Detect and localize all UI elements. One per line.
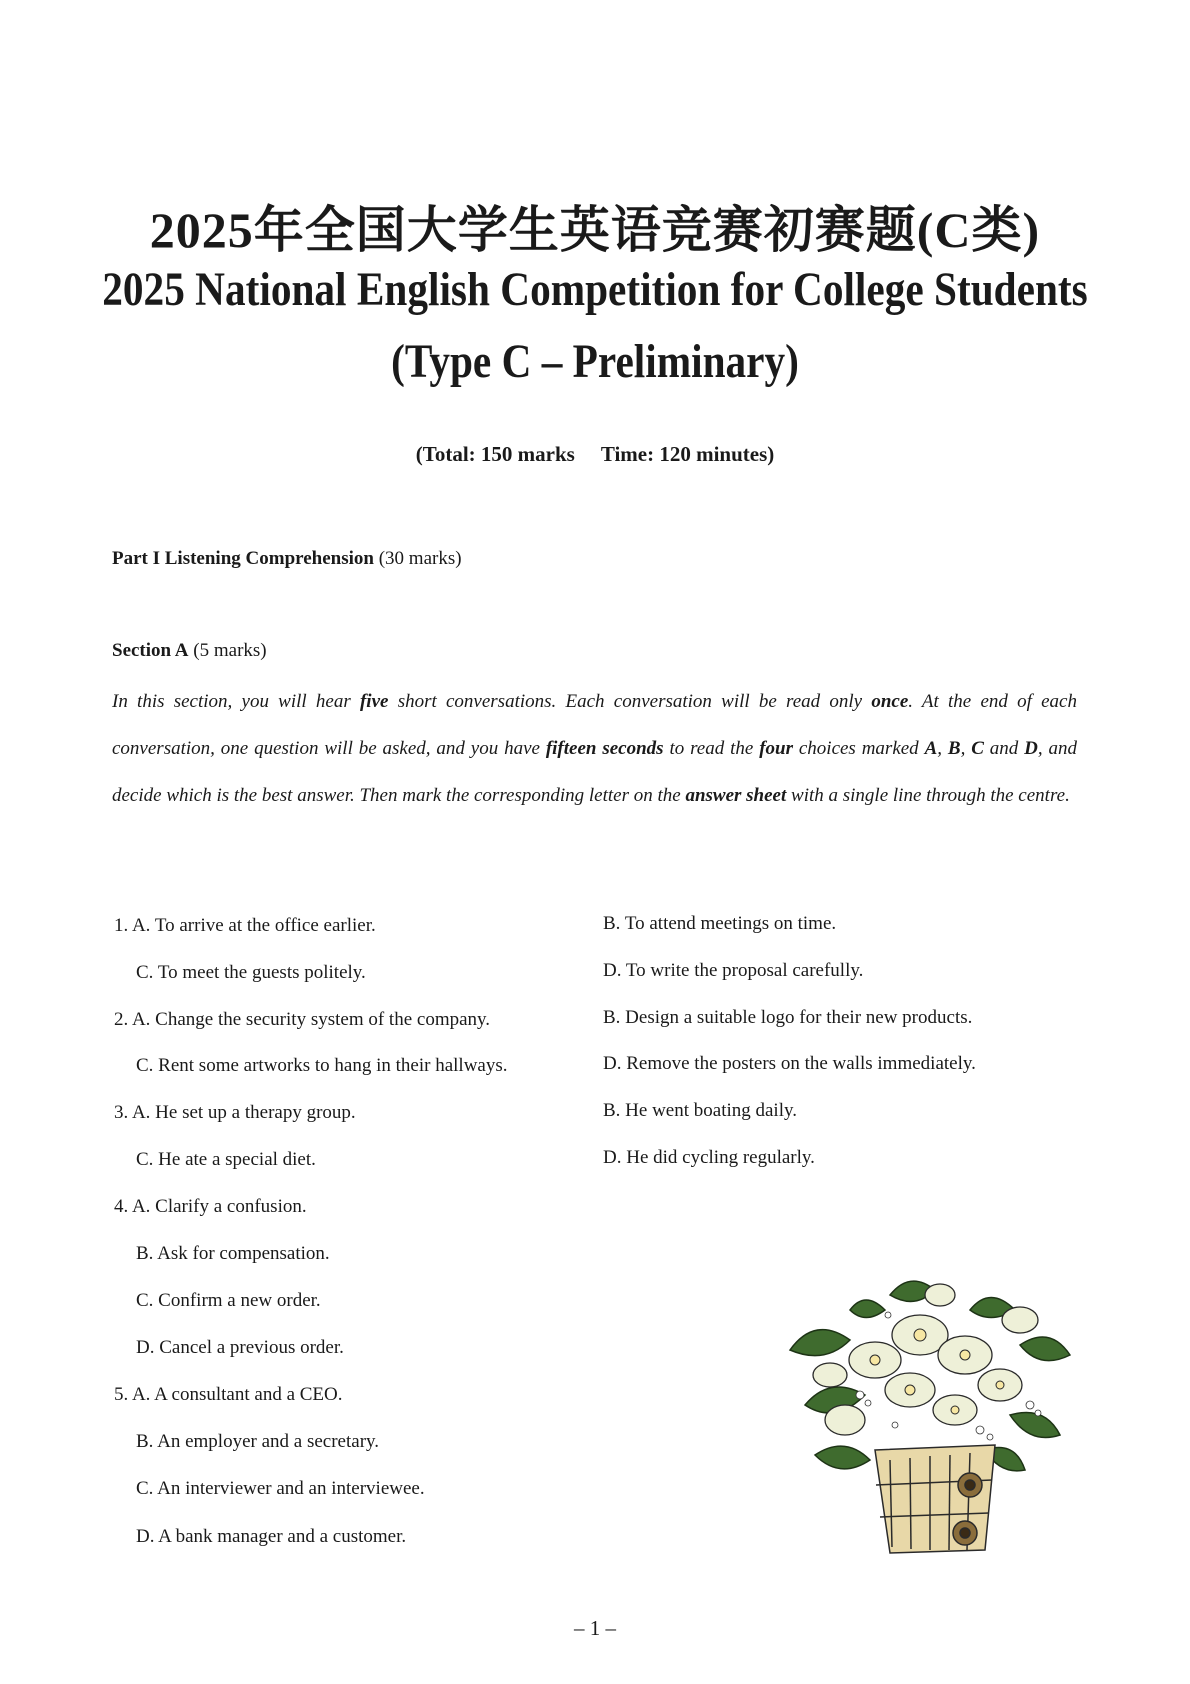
title-chinese: 2025年全国大学生英语竞赛初赛题(C类) — [149, 202, 1041, 258]
q2-option-d: D. Remove the posters on the walls immediately. — [603, 1053, 976, 1074]
part-title: Part I Listening Comprehension — [112, 548, 374, 569]
q5-option-d: D. A bank manager and a customer. — [136, 1526, 407, 1547]
q4-option-b: B. Ask for compensation. — [136, 1243, 330, 1264]
q1-option-a: 1. A. To arrive at the office earlier. — [114, 915, 376, 936]
flower-basket-illustration — [770, 1255, 1090, 1555]
part-heading — [112, 548, 462, 570]
section-heading — [112, 640, 267, 662]
section-marks: (5 marks) — [193, 640, 267, 661]
q3-option-d: D. He did cycling regularly. — [603, 1147, 815, 1168]
q5-option-a: 5. A. A consultant and a CEO. — [114, 1384, 343, 1405]
section-instructions: In this section, you will hear five short conversations. Each conversation will be read only once. At the end of each conversation, one question will be asked, and you have fifteen seconds to read the four choices marked A, B, C and D, and decide which is the best answer. Then mark the corresponding letter on the answer sheet with a single line through the centre. — [112, 691, 1077, 806]
q2-option-a: 2. A. Change the security system of the company. — [114, 1009, 491, 1030]
q4-option-d: D. Cancel a previous order. — [136, 1337, 344, 1358]
q2-option-b: B. Design a suitable logo for their new products. — [603, 1007, 973, 1028]
q3-option-c: C. He ate a special diet. — [136, 1149, 316, 1170]
section-title: Section A — [112, 640, 189, 661]
title-english-line2: (Type C – Preliminary) — [391, 335, 799, 388]
q4-option-a: 4. A. Clarify a confusion. — [114, 1196, 307, 1217]
title-english-line1: 2025 National English Competition for College Students — [102, 263, 1088, 316]
total-marks: (Total: 150 marks — [415, 442, 575, 466]
page-number: – 1 – — [574, 1616, 616, 1640]
q3-option-b: B. He went boating daily. — [603, 1100, 798, 1121]
q5-option-c: C. An interviewer and an interviewee. — [136, 1478, 425, 1499]
q1-option-c: C. To meet the guests politely. — [136, 962, 366, 983]
q4-option-c: C. Confirm a new order. — [136, 1290, 321, 1311]
q2-option-c: C. Rent some artworks to hang in their hallways. — [136, 1055, 508, 1076]
q1-option-b: B. To attend meetings on time. — [603, 913, 837, 934]
exam-meta — [0, 442, 1190, 467]
q5-option-b: B. An employer and a secretary. — [136, 1431, 380, 1452]
q1-option-d: D. To write the proposal carefully. — [603, 960, 864, 981]
q3-option-a: 3. A. He set up a therapy group. — [114, 1102, 356, 1123]
part-marks: (30 marks) — [378, 548, 462, 569]
time-limit: Time: 120 minutes) — [600, 442, 775, 466]
